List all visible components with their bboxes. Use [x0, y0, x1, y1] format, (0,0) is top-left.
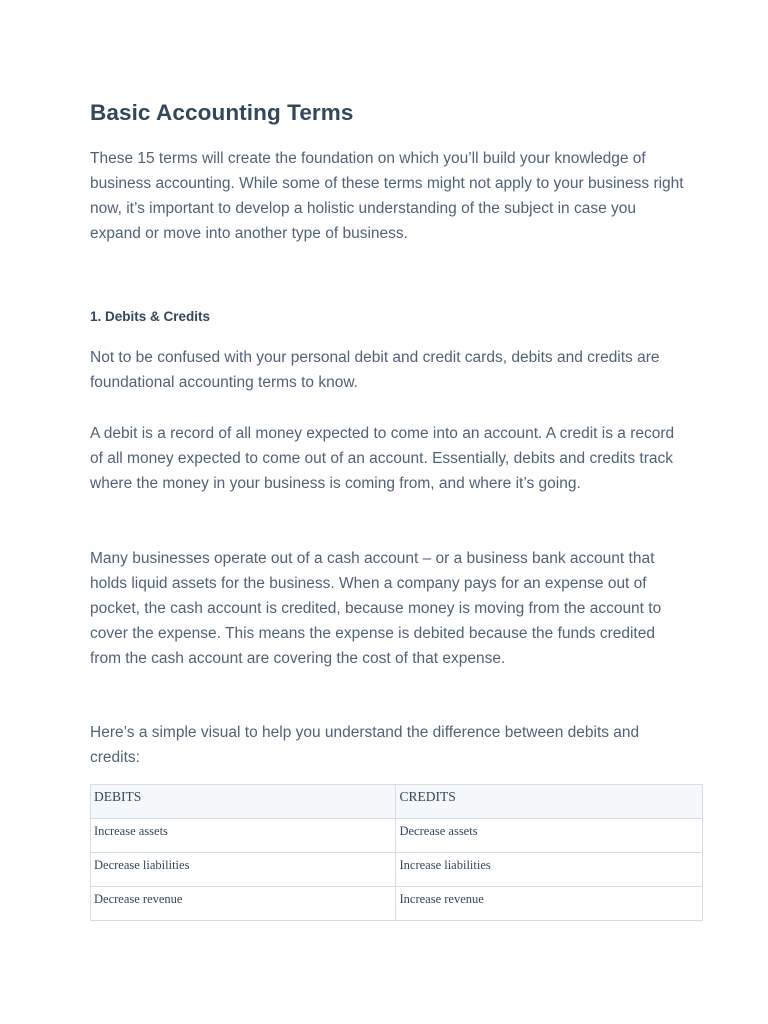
table-header-debits: DEBITS [91, 785, 396, 819]
debits-credits-table [90, 784, 703, 921]
table-row [91, 887, 703, 921]
debits-credits-paragraph-3: Many businesses operate out of a cash account – or a business bank account that holds liquid assets for the business. When a company pays for an expense out of pocket, the cash account is credited, because money is moving from the account to cover the expense. This means the expense is debited because the funds credited from the cash account are covering the cost of that expense. [90, 550, 662, 667]
table-cell-debit: Decrease revenue [91, 887, 396, 921]
table-cell-debit: Decrease liabilities [91, 853, 396, 887]
debits-credits-paragraph-2: A debit is a record of all money expected to come into an account. A credit is a record of all money expected to come out of an account. Essentially, debits and credits track where the money in your business is coming from, and where it’s going. [90, 425, 675, 492]
table-cell-debit: Increase assets [91, 819, 396, 853]
section-heading-debits-credits: 1. Debits & Credits [90, 309, 211, 324]
table-row [91, 853, 703, 887]
page-title: Basic Accounting Terms [90, 100, 354, 125]
table-header-credits: CREDITS [396, 785, 703, 819]
table-row [91, 819, 703, 853]
debits-credits-paragraph-1: Not to be confused with your personal debit and credit cards, debits and credits are foundational accounting terms to know. [90, 349, 660, 391]
debits-credits-paragraph-4: Here’s a simple visual to help you understand the difference between debits and credits: [90, 724, 640, 766]
table-cell-credit: Increase liabilities [396, 853, 703, 887]
table-cell-credit: Increase revenue [396, 887, 703, 921]
intro-paragraph: These 15 terms will create the foundation on which you’ll build your knowledge of business accounting. While some of these terms might not apply to your business right now, it’s important to develop a holistic understanding of the subject in case you expand or move into another type of business. [90, 150, 684, 242]
table-cell-credit: Decrease assets [396, 819, 703, 853]
table-header-row [91, 785, 703, 819]
